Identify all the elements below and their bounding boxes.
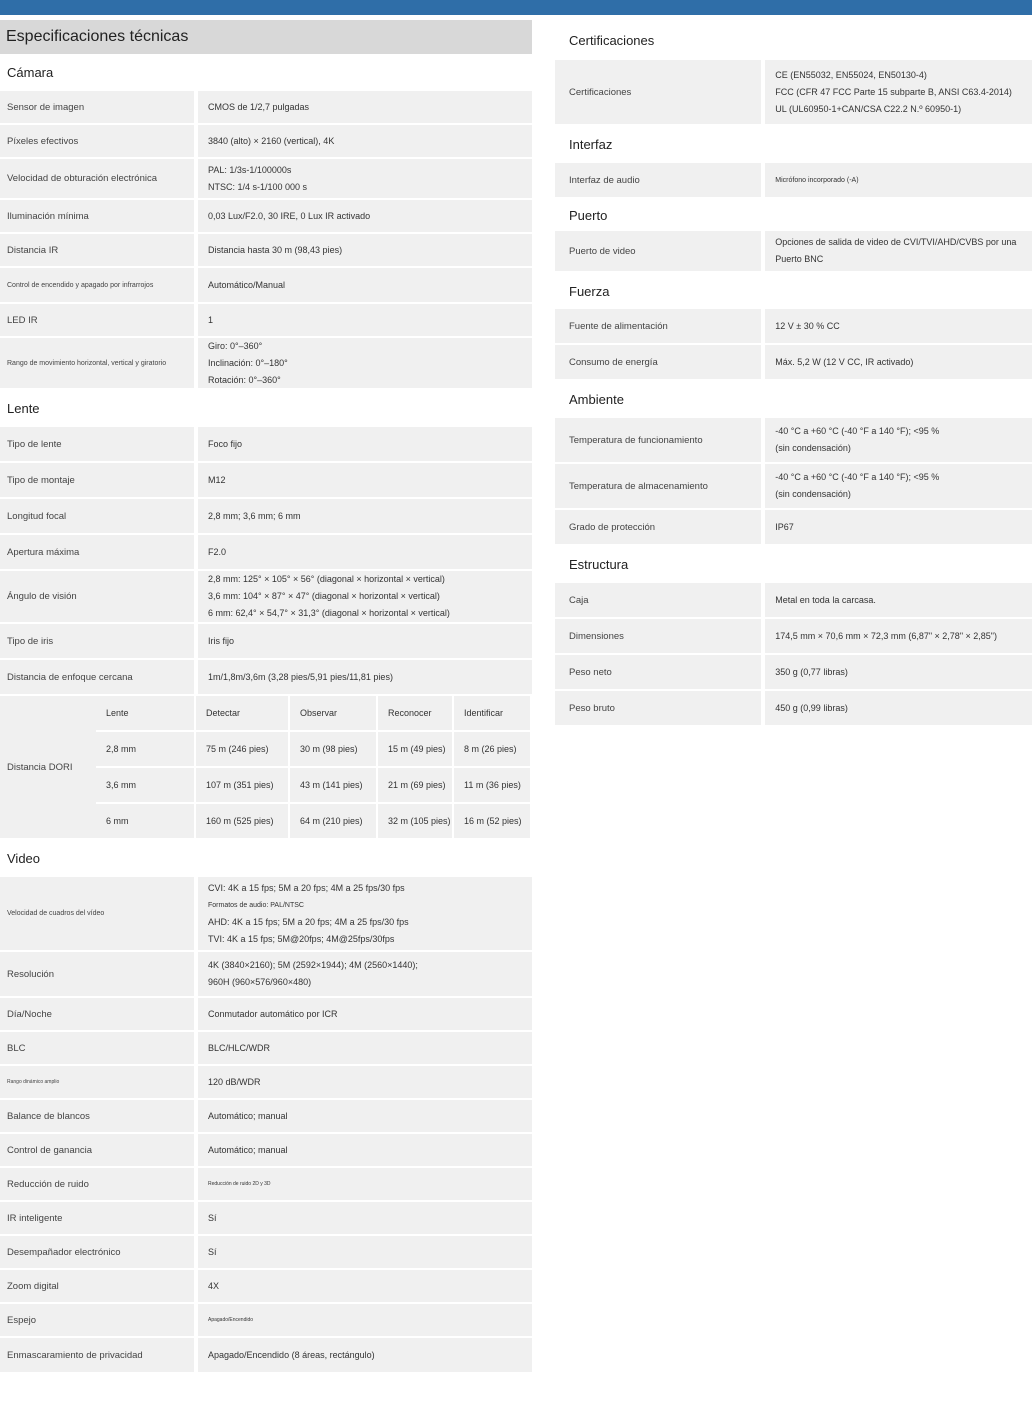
page-title: Especificaciones técnicas [0, 20, 532, 54]
spec-label: Reducción de ruido [0, 1168, 194, 1200]
spec-row [0, 998, 532, 1030]
spec-value-line: Máx. 5,2 W (12 V CC, IR activado) [775, 356, 914, 367]
spec-value-line: 4K (3840×2160); 5M (2592×1944); 4M (2560×1440); [208, 960, 418, 970]
dori-cell: 160 m (525 pies) [196, 804, 288, 838]
spec-value-line: 350 g (0,77 libras) [775, 666, 848, 677]
spec-row [0, 571, 532, 622]
spec-row [0, 1134, 532, 1166]
spec-value-line: 3,6 mm: 104° × 87° × 47° (diagonal × horizontal × vertical) [208, 591, 440, 601]
spec-value [198, 427, 532, 461]
dori-header-cell: Lente [96, 696, 194, 730]
spec-value-line: Rotación: 0°–360° [208, 374, 281, 385]
spec-label: Tipo de montaje [0, 463, 194, 497]
dori-cell: 2,8 mm [96, 732, 194, 766]
spec-label: Temperatura de funcionamiento [555, 418, 761, 462]
spec-value-line: IP67 [775, 521, 794, 532]
spec-value [765, 231, 1032, 271]
spec-row [0, 1304, 532, 1336]
spec-row [555, 464, 1032, 508]
spec-value [765, 418, 1032, 462]
dori-cell: 75 m (246 pies) [196, 732, 288, 766]
spec-row [555, 345, 1032, 379]
spec-row [555, 418, 1032, 462]
spec-value [198, 268, 532, 302]
spec-value-line: 174,5 mm × 70,6 mm × 72,3 mm (6,87" × 2,78" × 2,85") [775, 630, 997, 641]
spec-value-line: Inclinación: 0°–180° [208, 357, 288, 368]
spec-label: Interfaz de audio [555, 163, 761, 197]
spec-value-line: 4X [208, 1280, 220, 1291]
dori-header-cell: Detectar [196, 696, 288, 730]
spec-value-line: CE (EN55032, EN55024, EN50130-4) [775, 69, 927, 80]
spec-label: Píxeles efectivos [0, 125, 194, 157]
spec-value [198, 234, 532, 266]
spec-value-line: 6 mm: 62,4° × 54,7° × 31,3° (diagonal × horizontal × vertical) [208, 608, 450, 618]
dori-header-cell: Identificar [454, 696, 530, 730]
spec-label: Puerto de video [555, 231, 761, 271]
dori-cell: 43 m (141 pies) [290, 768, 376, 802]
spec-label: Consumo de energía [555, 345, 761, 379]
spec-row [0, 624, 532, 658]
spec-label: Distancia de enfoque cercana [0, 660, 194, 694]
spec-value-line: 960H (960×576/960×480) [208, 977, 312, 987]
spec-label: Peso bruto [555, 691, 761, 725]
spec-value [198, 998, 532, 1030]
spec-value-line: 120 dB/WDR [208, 1076, 261, 1087]
spec-label: Resolución [0, 952, 194, 996]
spec-value-line: 12 V ± 30 % CC [775, 320, 840, 331]
spec-value [765, 510, 1032, 544]
spec-label: LED IR [0, 304, 194, 336]
spec-row [0, 952, 532, 996]
spec-label: BLC [0, 1032, 194, 1064]
spec-value-line: M12 [208, 474, 226, 485]
spec-label: Día/Noche [0, 998, 194, 1030]
dori-cell: 21 m (69 pies) [378, 768, 452, 802]
dori-cell: 30 m (98 pies) [290, 732, 376, 766]
dori-cell: 3,6 mm [96, 768, 194, 802]
spec-value-line: -40 °C a +60 °C (-40 °F a 140 °F); <95 % [775, 472, 940, 482]
spec-row [0, 1236, 532, 1268]
spec-row [0, 1270, 532, 1302]
spec-label: Enmascaramiento de privacidad [0, 1338, 194, 1372]
section-heading-camara: Cámara [7, 65, 54, 80]
spec-value-line: Foco fijo [208, 438, 243, 449]
dori-cell: 8 m (26 pies) [454, 732, 530, 766]
spec-value-line: 3840 (alto) × 2160 (vertical), 4K [208, 135, 335, 146]
spec-value [198, 1100, 532, 1132]
spec-value [198, 571, 532, 622]
spec-value-line: Automático; manual [208, 1110, 288, 1121]
spec-value-line: -40 °C a +60 °C (-40 °F a 140 °F); <95 % [775, 426, 940, 436]
spec-row [0, 125, 532, 157]
dori-header-cell: Observar [290, 696, 376, 730]
spec-value-line: Metal en toda la carcasa. [775, 594, 876, 605]
spec-label: Espejo [0, 1304, 194, 1336]
spec-label: Tipo de lente [0, 427, 194, 461]
spec-value-line: Apagado/Encendido (8 áreas, rectángulo) [208, 1349, 375, 1360]
spec-row [0, 535, 532, 569]
spec-value-line: 0,03 Lux/F2.0, 30 IRE, 0 Lux IR activado [208, 210, 371, 221]
spec-label: Sensor de imagen [0, 91, 194, 123]
spec-row [0, 1338, 532, 1372]
dori-cell: 6 mm [96, 804, 194, 838]
spec-label: Certificaciones [555, 60, 761, 124]
spec-value [198, 1338, 532, 1372]
spec-label: Velocidad de obturación electrónica [0, 159, 194, 198]
top-accent-bar [0, 0, 1032, 15]
spec-row [0, 338, 532, 388]
spec-value [198, 660, 532, 694]
spec-row [0, 1100, 532, 1132]
spec-label: Ángulo de visión [0, 571, 194, 622]
spec-value-line: Automático/Manual [208, 279, 286, 290]
spec-value-line: TVI: 4K a 15 fps; 5M@20fps; 4M@25fps/30fps [208, 933, 395, 944]
spec-value-line: PAL: 1/3s-1/100000s [208, 164, 292, 175]
spec-label: Desempañador electrónico [0, 1236, 194, 1268]
dori-cell: 32 m (105 pies) [378, 804, 452, 838]
spec-label: Velocidad de cuadros del vídeo [0, 877, 194, 950]
dori-cell: 11 m (36 pies) [454, 768, 530, 802]
spec-label: Control de encendido y apagado por infrarrojos [0, 268, 194, 302]
spec-value [765, 619, 1032, 653]
spec-value [198, 1236, 532, 1268]
dori-cell: 16 m (52 pies) [454, 804, 530, 838]
section-heading-video: Video [7, 851, 41, 866]
spec-value [198, 877, 532, 950]
spec-value [765, 345, 1032, 379]
spec-value-line: Conmutador automático por ICR [208, 1008, 338, 1019]
section-heading-certificaciones: Certificaciones [569, 32, 655, 48]
dori-grid [96, 696, 530, 838]
spec-value [198, 338, 532, 388]
spec-label: Grado de protección [555, 510, 761, 544]
spec-row [0, 499, 532, 533]
dori-label: Distancia DORI [0, 696, 96, 838]
spec-label: Distancia IR [0, 234, 194, 266]
spec-value-line: AHD: 4K a 15 fps; 5M a 20 fps; 4M a 25 fps/30 fps [208, 916, 409, 927]
spec-value-line: BLC/HLC/WDR [208, 1042, 271, 1053]
spec-value-line: Sí [208, 1212, 217, 1223]
spec-value-line: F2.0 [208, 546, 227, 557]
spec-value-line: Distancia hasta 30 m (98,43 pies) [208, 244, 343, 255]
spec-row [0, 427, 532, 461]
spec-row [0, 304, 532, 336]
spec-value-line: Iris fijo [208, 635, 235, 646]
spec-value [198, 499, 532, 533]
spec-value-line: CVI: 4K a 15 fps; 5M a 20 fps; 4M a 25 fps/30 fps [208, 882, 405, 893]
spec-value-line: (sin condensación) [775, 489, 851, 499]
spec-label: Peso neto [555, 655, 761, 689]
spec-row [555, 655, 1032, 689]
dori-cell: 15 m (49 pies) [378, 732, 452, 766]
spec-value-line: 450 g (0,99 libras) [775, 702, 848, 713]
spec-value-line: Reducción de ruido 2D y 3D [208, 1180, 271, 1187]
spec-label: Control de ganancia [0, 1134, 194, 1166]
right-column [555, 15, 1032, 727]
spec-label: Iluminación mínima [0, 200, 194, 232]
spec-value-line: Automático; manual [208, 1144, 288, 1155]
spec-value [198, 200, 532, 232]
spec-value-line: NTSC: 1/4 s-1/100 000 s [208, 181, 308, 192]
spec-label: Temperatura de almacenamiento [555, 464, 761, 508]
spec-value [198, 1032, 532, 1064]
spec-value-line: Puerto BNC [775, 254, 824, 264]
spec-label: Dimensiones [555, 619, 761, 653]
spec-row [0, 660, 532, 694]
section-heading-fuerza: Fuerza [569, 283, 610, 299]
section-heading-lente: Lente [7, 401, 40, 416]
dori-header-cell: Reconocer [378, 696, 452, 730]
spec-value-line: Opciones de salida de video de CVI/TVI/AHD/CVBS por una [775, 237, 1017, 247]
spec-value [765, 583, 1032, 617]
dori-table [0, 696, 532, 838]
section-heading-ambiente: Ambiente [569, 392, 624, 407]
spec-label: Tipo de iris [0, 624, 194, 658]
spec-value-line: Apagado/Encendido [208, 1316, 254, 1323]
spec-row [555, 231, 1032, 271]
spec-row [555, 691, 1032, 725]
spec-value-line: (sin condensación) [775, 443, 851, 453]
spec-value-line: Sí [208, 1246, 217, 1257]
spec-value-line: Formatos de audio: PAL/NTSC [208, 901, 304, 909]
spec-value-line: CMOS de 1/2,7 pulgadas [208, 101, 310, 112]
spec-row [555, 583, 1032, 617]
section-heading-estructura: Estructura [569, 557, 629, 572]
spec-value [198, 1134, 532, 1166]
spec-row [555, 510, 1032, 544]
spec-value [198, 1304, 532, 1336]
spec-value [198, 304, 532, 336]
spec-value [198, 91, 532, 123]
spec-label: Longitud focal [0, 499, 194, 533]
dori-cell: 64 m (210 pies) [290, 804, 376, 838]
spec-value [198, 1168, 532, 1200]
section-heading-interfaz: Interfaz [569, 137, 613, 152]
spec-value [198, 952, 532, 996]
spec-row [0, 1032, 532, 1064]
spec-row [0, 268, 532, 302]
spec-row [0, 463, 532, 497]
spec-value [765, 691, 1032, 725]
spec-value-line: 1 [208, 314, 214, 325]
spec-label: Rango de movimiento horizontal, vertical y giratorio [0, 338, 194, 388]
spec-value-line: FCC (CFR 47 FCC Parte 15 subparte B, ANSI C63.4-2014) [775, 86, 1012, 97]
dori-cell: 107 m (351 pies) [196, 768, 288, 802]
spec-value [765, 464, 1032, 508]
spec-label: IR inteligente [0, 1202, 194, 1234]
spec-row [555, 309, 1032, 343]
spec-row [0, 1066, 532, 1098]
spec-value [198, 125, 532, 157]
spec-value [198, 535, 532, 569]
spec-label: Fuente de alimentación [555, 309, 761, 343]
spec-row [555, 60, 1032, 124]
spec-value [198, 1270, 532, 1302]
spec-row [0, 200, 532, 232]
spec-value-line: Micrófono incorporado (-A) [775, 176, 859, 184]
spec-row [0, 877, 532, 950]
spec-row [0, 234, 532, 266]
spec-row [0, 1202, 532, 1234]
spec-value-line: Giro: 0°–360° [208, 340, 263, 351]
spec-value [198, 624, 532, 658]
spec-label: Rango dinámico amplio [0, 1066, 194, 1098]
spec-row [0, 1168, 532, 1200]
spec-value [765, 655, 1032, 689]
left-column [0, 15, 532, 1374]
spec-value [765, 60, 1032, 124]
spec-value [765, 163, 1032, 197]
spec-value-line: 1m/1,8m/3,6m (3,28 pies/5,91 pies/11,81 pies) [208, 671, 393, 682]
spec-label: Zoom digital [0, 1270, 194, 1302]
spec-row [0, 91, 532, 123]
spec-value-line: 2,8 mm; 3,6 mm; 6 mm [208, 510, 301, 521]
spec-row [0, 159, 532, 198]
section-heading-puerto: Puerto [569, 207, 608, 223]
spec-value [198, 159, 532, 198]
spec-value [765, 309, 1032, 343]
spec-value [198, 1202, 532, 1234]
spec-row [555, 163, 1032, 197]
spec-label: Caja [555, 583, 761, 617]
spec-label: Balance de blancos [0, 1100, 194, 1132]
spec-value [198, 463, 532, 497]
spec-value-line: 2,8 mm: 125° × 105° × 56° (diagonal × horizontal × vertical) [208, 574, 445, 584]
spec-label: Apertura máxima [0, 535, 194, 569]
spec-value [198, 1066, 532, 1098]
spec-value-line: UL (UL60950-1+CAN/CSA C22.2 N.º 60950-1) [775, 103, 962, 114]
spec-row [555, 619, 1032, 653]
